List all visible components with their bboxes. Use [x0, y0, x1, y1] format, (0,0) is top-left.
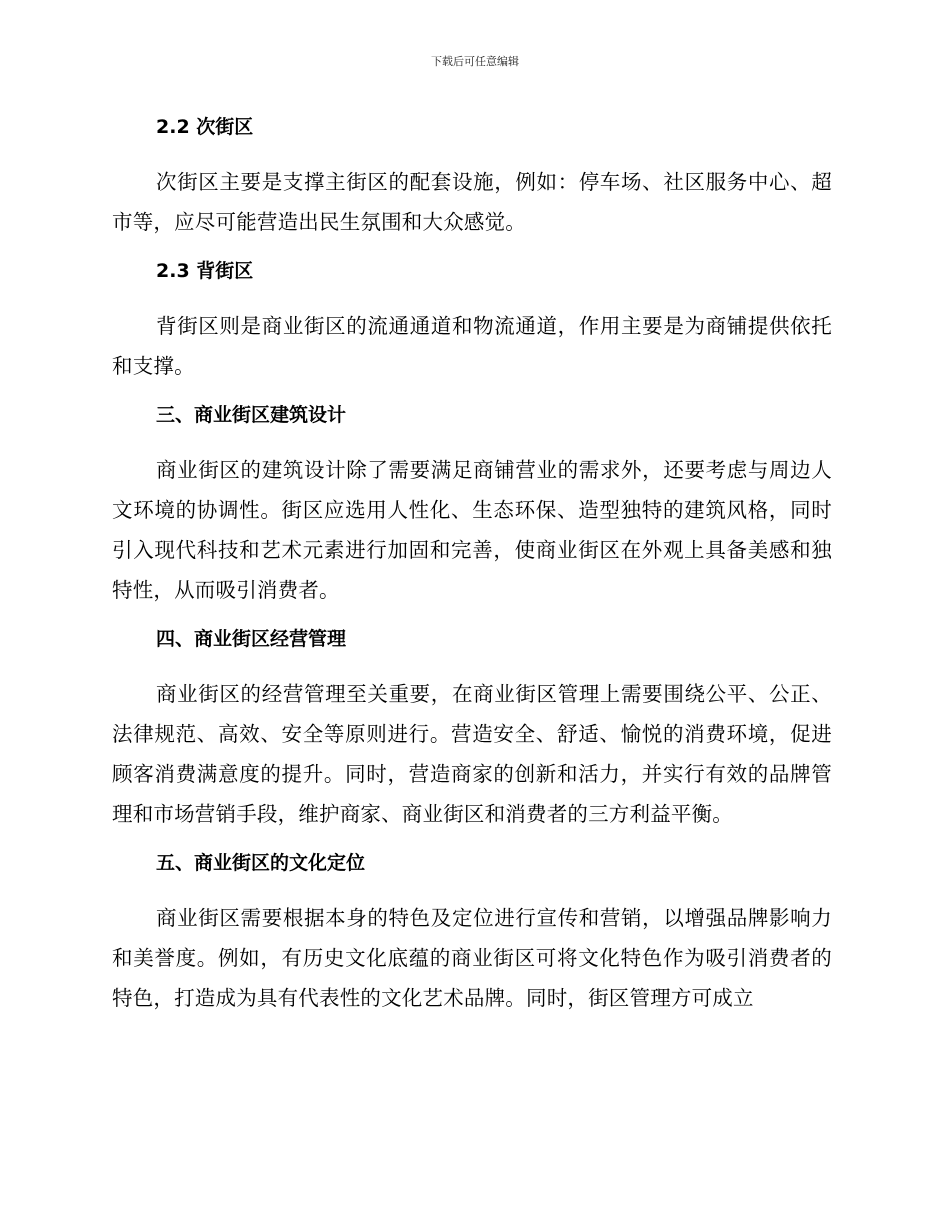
- section-2-3: [112, 254, 832, 386]
- section-2-2: [112, 110, 832, 242]
- section-heading: 2.3 背街区: [156, 260, 254, 282]
- section-paragraph: 商业街区的建筑设计除了需要满足商铺营业的需求外，还要考虑与周边人文环境的协调性。街区应选用人性化、生态环保、造型独特的建筑风格，同时引入现代科技和艺术元素进行加固和完善，使商业街区在外观上具备美感和独特性，从而吸引消费者。: [112, 458, 832, 602]
- section-paragraph: 商业街区的经营管理至关重要，在商业街区管理上需要围绕公平、公正、法律规范、高效、安全等原则进行。营造安全、舒适、愉悦的消费环境，促进顾客消费满意度的提升。同时，营造商家的创新和活力，并实行有效的品牌管理和市场营销手段，维护商家、商业街区和消费者的三方利益平衡。: [112, 682, 832, 826]
- section-4: [112, 622, 832, 834]
- page-header: 下载后可任意编辑: [431, 55, 519, 68]
- section-3: [112, 398, 832, 610]
- section-heading: 四、商业街区经营管理: [156, 628, 347, 650]
- section-paragraph: 商业街区需要根据本身的特色及定位进行宣传和营销，以增强品牌影响力和美誉度。例如，有历史文化底蕴的商业街区可将文化特色作为吸引消费者的特色，打造成为具有代表性的文化艺术品牌。同时，街区管理方可成立: [112, 906, 832, 1010]
- section-5: [112, 846, 832, 1018]
- section-paragraph: 背街区则是商业街区的流通通道和物流通道，作用主要是为商铺提供依托和支撑。: [112, 314, 832, 378]
- section-heading: 五、商业街区的文化定位: [156, 852, 366, 874]
- section-paragraph: 次街区主要是支撑主街区的配套设施，例如：停车场、社区服务中心、超市等，应尽可能营造出民生氛围和大众感觉。: [112, 170, 832, 234]
- section-heading: 2.2 次街区: [156, 116, 254, 138]
- section-heading: 三、商业街区建筑设计: [156, 404, 347, 426]
- document-body: [112, 110, 832, 1030]
